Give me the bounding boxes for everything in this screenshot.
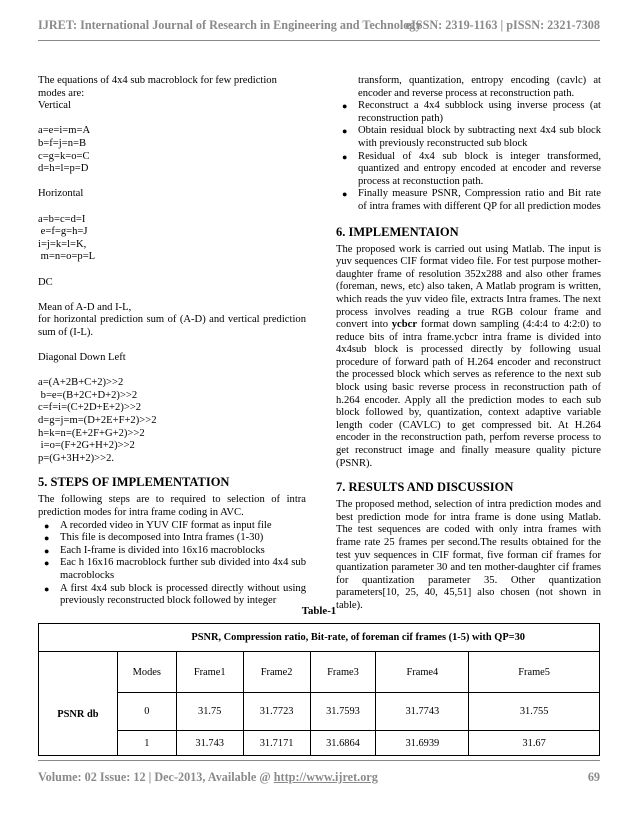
bullet-icon: ● xyxy=(44,520,50,531)
table-cell: 31.7723 xyxy=(243,693,310,731)
list-item: ● Each I-frame is divided into 16x16 macroblocks xyxy=(44,544,265,556)
equations-intro: The equations of 4x4 sub macroblock for few prediction modes are: xyxy=(38,75,277,99)
issn-text: eISSN: 2319-1163 | pISSN: 2321-7308 xyxy=(405,18,600,32)
section-6-text: The proposed work is carried out using Matlab. The input is yuv sequences CIF format video file. For test purpose mother-daughter frame of resolution 352x288 and also other frames (foreman, news, etc) also taken, A Matlab program is written, which reads the yuv video file, extracts Intra frames. The next process involves reading a true RGB colour frame and convert into ycbcr format down sampling (4:4:4 to 4:2:0) to reduce bits of intra frame.ycbcr intra frame is divided into 4x4sub block is processed directly by following usual procedure of forward path of H.264 encoder and reconstruct the processed block which serves as reference to the next sub block using basic reverse process in reconstruction path of h.264 encoder. Apply all the prediction modes to each sub block followed by, quantization, context adaptive variable length coder (CAVLC) to get compressed bit. At H.264 encoder in the reconstruction path, perfom reverse process to get reconstruct image and finally measure quality picture (PSNR). xyxy=(336,243,601,469)
ddl-eq: p=(G+3H+2)>>2. xyxy=(38,452,115,464)
table-cell: 31.7171 xyxy=(243,731,310,756)
table-cell: 31.6939 xyxy=(376,731,469,756)
bullet-icon: ● xyxy=(342,189,348,200)
results-table xyxy=(38,623,600,756)
list-item: ● A first 4x4 sub block is processed directly without using previously reconstructed block followed by integer xyxy=(44,582,306,607)
table-cell: 31.67 xyxy=(469,731,600,756)
list-item: ● This file is decomposed into Intra frames (1-30) xyxy=(44,532,264,544)
list-item: ● Obtain residual block by subtracting next 4x4 sub block with previously reconstructed sub block xyxy=(342,125,601,149)
bullet-icon: ● xyxy=(44,545,50,556)
table-row xyxy=(39,731,600,756)
list-item: transform, quantization, entropy encoding (cavlc) at encoder and reverse process at reconstruction path. xyxy=(358,75,601,99)
section-5-heading: 5. STEPS OF IMPLEMENTATION xyxy=(38,475,230,490)
section-6-heading: 6. IMPLEMENTAION xyxy=(336,224,459,239)
table-row xyxy=(39,693,600,731)
section-5-intro: The following steps are to required to selection of intra prediction modes for intra frame coding in AVC. xyxy=(38,494,306,518)
list-item: ● A recorded video in YUV CIF format as input file xyxy=(44,519,272,531)
vertical-eq: a=e=i=m=A xyxy=(38,125,91,137)
table-cell: 31.7593 xyxy=(310,693,376,731)
column-header: Frame4 xyxy=(376,652,469,693)
bullet-icon: ● xyxy=(44,583,50,594)
dc-text-2: for horizontal prediction sum of (A-D) and vertical prediction sum of (I-L). xyxy=(38,314,306,338)
table-cell: 0 xyxy=(117,693,176,731)
steps-list xyxy=(38,520,306,608)
vertical-eq: d=h=l=p=D xyxy=(38,163,89,175)
bullet-icon: ● xyxy=(342,151,348,162)
vertical-label: Vertical xyxy=(38,100,71,112)
column-header: Frame3 xyxy=(310,652,376,693)
ddl-eq: b=e=(B+2C+D+2)>>2 xyxy=(38,389,138,401)
horizontal-eq: i=j=k=l=K, xyxy=(38,238,87,250)
journal-title: IJRET: International Journal of Research in Engineering and Technology xyxy=(38,18,422,32)
footer-volume: Volume: 02 Issue: 12 | Dec-2013, Available @ http://www.ijret.org xyxy=(38,770,378,784)
table-cell: 31.7743 xyxy=(376,693,469,731)
horizontal-eq: a=b=c=d=I xyxy=(38,213,86,225)
section-7-heading: 7. RESULTS AND DISCUSSION xyxy=(336,480,514,495)
left-column xyxy=(38,75,306,608)
column-header: Frame2 xyxy=(243,652,310,693)
bullet-icon: ● xyxy=(44,558,50,569)
row-label-psnr: PSNR db xyxy=(39,652,118,756)
table-cell: 1 xyxy=(117,731,176,756)
right-column xyxy=(336,75,601,613)
horizontal-eq: m=n=o=p=L xyxy=(38,251,96,263)
journal-link[interactable]: http://www.ijret.org xyxy=(273,770,378,784)
vertical-eq: c=g=k=o=C xyxy=(38,150,90,162)
table-cell: 31.6864 xyxy=(310,731,376,756)
page-header xyxy=(38,8,600,41)
ddl-eq: d=g=j=m=(D+2E+F+2)>>2 xyxy=(38,415,157,427)
list-item: ● Residual of 4x4 sub block is integer transformed, quantized and entropy encoded at encoder and reverse process at reconstuction path. xyxy=(342,150,601,187)
list-item: ● Reconstruct a 4x4 subblock using inverse process (at reconstruction path) xyxy=(342,100,601,124)
column-header: Frame1 xyxy=(176,652,243,693)
horizontal-label: Horizontal xyxy=(38,188,84,200)
ddl-label: Diagonal Down Left xyxy=(38,352,126,364)
table-cell: 31.755 xyxy=(469,693,600,731)
dc-label: DC xyxy=(38,276,53,288)
list-item: ● Eac h 16x16 macroblock further sub divided into 4x4 sub macroblocks xyxy=(44,557,306,581)
page-footer xyxy=(38,760,600,791)
column-header: Modes xyxy=(117,652,176,693)
steps-list-continued xyxy=(336,75,601,214)
vertical-eq: b=f=j=n=B xyxy=(38,137,87,149)
dc-text: Mean of A-D and I-L, xyxy=(38,301,132,313)
table-caption: Table-1 xyxy=(301,605,337,617)
bullet-icon: ● xyxy=(342,126,348,137)
ddl-eq: c=f=i=(C+2D+E+2)>>2 xyxy=(38,402,142,414)
list-item: ● Finally measure PSNR, Compression ratio and Bit rate of intra frames with different QP for all prediction modes xyxy=(342,188,601,212)
bullet-icon: ● xyxy=(342,101,348,112)
column-header: Frame5 xyxy=(469,652,600,693)
horizontal-eq: e=f=g=h=J xyxy=(38,226,88,238)
page-number: 69 xyxy=(587,770,600,784)
table-cell: 31.743 xyxy=(176,731,243,756)
ddl-eq: a=(A+2B+C+2)>>2 xyxy=(38,377,124,389)
ddl-eq: i=o=(F+2G+H+2)>>2 xyxy=(38,440,135,452)
section-7-text: The proposed method, selection of intra prediction modes and best prediction mode for intra frame is done using Matlab. The test sequences are coded with only intra frames with frame rate 25 frames per second.The results obtained for the test yuv sequences in CIF format, five forman cif frames for quantization parameter 30 and ten mother-daughter cif frames for quantization parameter 35. Other quantization parameters[10, 25, 40, 45,51] also chosen (not shown in table). xyxy=(336,499,601,611)
table-title: PSNR, Compression ratio, Bit-rate, of foreman cif frames (1-5) with QP=30 xyxy=(117,624,599,652)
bullet-icon: ● xyxy=(44,533,50,544)
table-cell: 31.75 xyxy=(176,693,243,731)
ddl-eq: h=k=n=(E+2F+G+2)>>2 xyxy=(38,427,145,439)
